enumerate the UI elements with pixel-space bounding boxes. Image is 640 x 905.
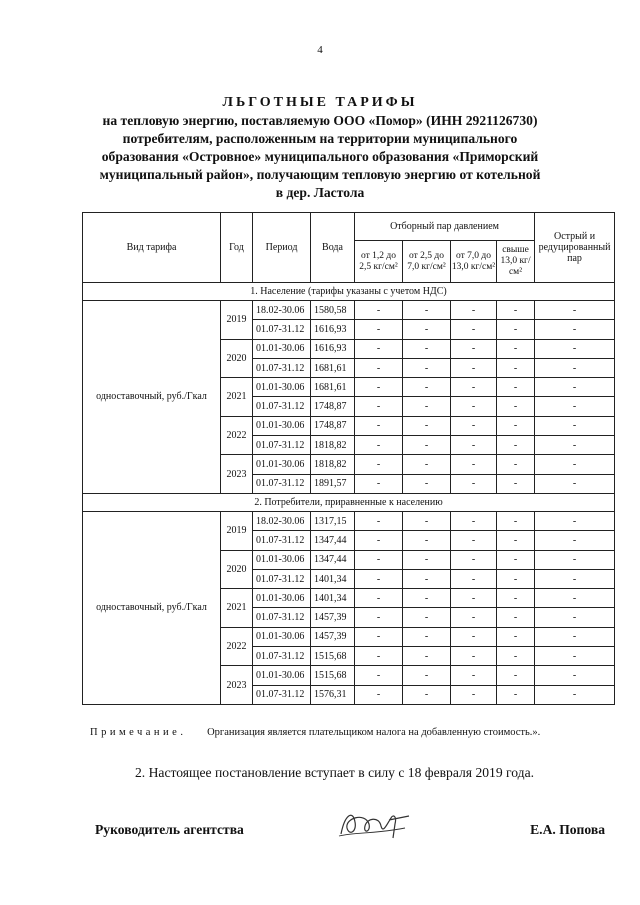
steam-cell: - xyxy=(497,320,535,339)
steam-cell: - xyxy=(403,320,451,339)
water-cell: 1748,87 xyxy=(311,397,355,416)
steam-cell: - xyxy=(355,589,403,608)
period-cell: 01.07-31.12 xyxy=(253,436,311,455)
year-cell: 2020 xyxy=(221,339,253,378)
steam-cell: - xyxy=(497,608,535,627)
header-steam-3: от 7,0 до 13,0 кг/см² xyxy=(451,241,497,283)
steam-cell: - xyxy=(403,474,451,493)
sharp-steam-cell: - xyxy=(535,474,615,493)
steam-cell: - xyxy=(497,455,535,474)
steam-cell: - xyxy=(355,378,403,397)
sharp-steam-cell: - xyxy=(535,627,615,646)
page-number: 4 xyxy=(317,44,323,56)
steam-cell: - xyxy=(497,550,535,569)
steam-cell: - xyxy=(403,685,451,704)
steam-cell: - xyxy=(451,339,497,358)
sharp-steam-cell: - xyxy=(535,589,615,608)
period-cell: 01.07-31.12 xyxy=(253,320,311,339)
header-steam-2: от 2,5 до 7,0 кг/см² xyxy=(403,241,451,283)
year-cell: 2022 xyxy=(221,627,253,666)
note xyxy=(90,727,630,738)
tariff-table xyxy=(82,212,615,705)
period-cell: 01.01-30.06 xyxy=(253,339,311,358)
water-cell: 1748,87 xyxy=(311,416,355,435)
period-cell: 01.01-30.06 xyxy=(253,416,311,435)
steam-cell: - xyxy=(451,569,497,588)
steam-cell: - xyxy=(355,666,403,685)
sharp-steam-cell: - xyxy=(535,397,615,416)
water-cell: 1580,58 xyxy=(311,301,355,320)
steam-cell: - xyxy=(403,608,451,627)
sharp-steam-cell: - xyxy=(535,416,615,435)
title-line-5: в дер. Ластола xyxy=(275,185,365,200)
water-cell: 1576,31 xyxy=(311,685,355,704)
year-cell: 2022 xyxy=(221,416,253,455)
tariff-body xyxy=(83,283,615,705)
title-line-3: образования «Островное» муниципального образования «Приморский xyxy=(101,149,539,164)
sharp-steam-cell: - xyxy=(535,339,615,358)
sharp-steam-cell: - xyxy=(535,647,615,666)
water-cell: 1347,44 xyxy=(311,531,355,550)
sharp-steam-cell: - xyxy=(535,320,615,339)
sharp-steam-cell: - xyxy=(535,358,615,377)
sharp-steam-cell: - xyxy=(535,436,615,455)
steam-cell: - xyxy=(451,474,497,493)
header-year: Год xyxy=(221,213,253,283)
water-cell: 1818,82 xyxy=(311,455,355,474)
steam-cell: - xyxy=(497,301,535,320)
steam-cell: - xyxy=(403,397,451,416)
steam-cell: - xyxy=(451,627,497,646)
sharp-steam-cell: - xyxy=(535,301,615,320)
steam-cell: - xyxy=(355,358,403,377)
steam-cell: - xyxy=(403,647,451,666)
water-cell: 1515,68 xyxy=(311,666,355,685)
year-cell: 2019 xyxy=(221,301,253,340)
steam-cell: - xyxy=(497,589,535,608)
steam-cell: - xyxy=(497,397,535,416)
section-title: 1. Население (тарифы указаны с учетом НДС) xyxy=(83,283,615,301)
water-cell: 1347,44 xyxy=(311,550,355,569)
water-cell: 1401,34 xyxy=(311,569,355,588)
steam-cell: - xyxy=(355,531,403,550)
header-period: Период xyxy=(253,213,311,283)
header-water: Вода xyxy=(311,213,355,283)
period-cell: 01.07-31.12 xyxy=(253,358,311,377)
water-cell: 1457,39 xyxy=(311,627,355,646)
steam-cell: - xyxy=(497,436,535,455)
steam-cell: - xyxy=(451,358,497,377)
steam-cell: - xyxy=(403,436,451,455)
note-text: Организация является плательщиком налога на добавленную стоимость.». xyxy=(207,727,541,738)
steam-cell: - xyxy=(355,550,403,569)
steam-cell: - xyxy=(497,666,535,685)
sharp-steam-cell: - xyxy=(535,531,615,550)
steam-cell: - xyxy=(355,647,403,666)
signature-block xyxy=(95,818,605,848)
period-cell: 01.01-30.06 xyxy=(253,627,311,646)
year-cell: 2019 xyxy=(221,511,253,550)
steam-cell: - xyxy=(451,550,497,569)
steam-cell: - xyxy=(403,339,451,358)
steam-cell: - xyxy=(497,358,535,377)
steam-cell: - xyxy=(451,666,497,685)
period-cell: 01.07-31.12 xyxy=(253,608,311,627)
section-title: 2. Потребители, приравненные к населению xyxy=(83,493,615,511)
steam-cell: - xyxy=(497,511,535,530)
steam-cell: - xyxy=(451,608,497,627)
steam-cell: - xyxy=(355,685,403,704)
water-cell: 1681,61 xyxy=(311,378,355,397)
steam-cell: - xyxy=(497,531,535,550)
water-cell: 1401,34 xyxy=(311,589,355,608)
period-cell: 01.01-30.06 xyxy=(253,455,311,474)
year-cell: 2020 xyxy=(221,550,253,589)
steam-cell: - xyxy=(497,378,535,397)
sharp-steam-cell: - xyxy=(535,569,615,588)
period-cell: 01.01-30.06 xyxy=(253,550,311,569)
steam-cell: - xyxy=(355,320,403,339)
signer-title: Руководитель агентства xyxy=(95,822,244,837)
period-cell: 01.07-31.12 xyxy=(253,531,311,550)
year-cell: 2021 xyxy=(221,378,253,417)
steam-cell: - xyxy=(403,531,451,550)
period-cell: 18.02-30.06 xyxy=(253,301,311,320)
water-cell: 1818,82 xyxy=(311,436,355,455)
steam-cell: - xyxy=(403,550,451,569)
sharp-steam-cell: - xyxy=(535,608,615,627)
sharp-steam-cell: - xyxy=(535,685,615,704)
steam-cell: - xyxy=(451,436,497,455)
handwritten-signature xyxy=(335,804,415,844)
period-cell: 01.01-30.06 xyxy=(253,589,311,608)
decree-text: 2. Настоящее постановление вступает в силу с 18 февраля 2019 года. xyxy=(135,765,535,780)
period-cell: 01.07-31.12 xyxy=(253,569,311,588)
steam-cell: - xyxy=(355,608,403,627)
title-line-2: потребителям, расположенным на территории муниципального xyxy=(122,131,518,146)
document-title xyxy=(60,94,580,202)
table-row xyxy=(83,511,615,530)
period-cell: 18.02-30.06 xyxy=(253,511,311,530)
title-main: ЛЬГОТНЫЕ ТАРИФЫ xyxy=(222,95,418,110)
header-sharp-steam: Острый и редуцированный пар xyxy=(535,213,615,283)
steam-cell: - xyxy=(403,416,451,435)
header-steam-group: Отборный пар давлением xyxy=(355,213,535,241)
sharp-steam-cell: - xyxy=(535,378,615,397)
water-cell: 1891,57 xyxy=(311,474,355,493)
year-cell: 2021 xyxy=(221,589,253,628)
steam-cell: - xyxy=(403,666,451,685)
steam-cell: - xyxy=(497,627,535,646)
steam-cell: - xyxy=(451,301,497,320)
steam-cell: - xyxy=(451,320,497,339)
note-label: Примечание. xyxy=(90,727,187,738)
title-line-1: на тепловую энергию, поставляемую ООО «Помор» (ИНН 2921126730) xyxy=(102,113,538,128)
period-cell: 01.01-30.06 xyxy=(253,666,311,685)
steam-cell: - xyxy=(451,511,497,530)
tariff-type-cell: одноставочный, руб./Гкал xyxy=(83,511,221,704)
steam-cell: - xyxy=(497,647,535,666)
steam-cell: - xyxy=(355,511,403,530)
sharp-steam-cell: - xyxy=(535,666,615,685)
header-steam-1: от 1,2 до 2,5 кг/см² xyxy=(355,241,403,283)
steam-cell: - xyxy=(403,569,451,588)
water-cell: 1681,61 xyxy=(311,358,355,377)
title-line-4: муниципальный район», получающим тепловую энергию от котельной xyxy=(99,167,541,182)
period-cell: 01.01-30.06 xyxy=(253,378,311,397)
steam-cell: - xyxy=(355,416,403,435)
steam-cell: - xyxy=(403,627,451,646)
steam-cell: - xyxy=(355,569,403,588)
period-cell: 01.07-31.12 xyxy=(253,397,311,416)
tariff-type-cell: одноставочный, руб./Гкал xyxy=(83,301,221,494)
sharp-steam-cell: - xyxy=(535,511,615,530)
steam-cell: - xyxy=(403,358,451,377)
steam-cell: - xyxy=(403,378,451,397)
steam-cell: - xyxy=(451,416,497,435)
signer-name: Е.А. Попова xyxy=(530,822,605,837)
period-cell: 01.07-31.12 xyxy=(253,474,311,493)
header-tariff-type: Вид тарифа xyxy=(83,213,221,283)
steam-cell: - xyxy=(497,339,535,358)
steam-cell: - xyxy=(497,474,535,493)
year-cell: 2023 xyxy=(221,666,253,705)
steam-cell: - xyxy=(355,301,403,320)
steam-cell: - xyxy=(451,589,497,608)
steam-cell: - xyxy=(355,397,403,416)
steam-cell: - xyxy=(497,569,535,588)
period-cell: 01.07-31.12 xyxy=(253,647,311,666)
steam-cell: - xyxy=(403,589,451,608)
water-cell: 1616,93 xyxy=(311,320,355,339)
steam-cell: - xyxy=(355,474,403,493)
water-cell: 1616,93 xyxy=(311,339,355,358)
steam-cell: - xyxy=(451,455,497,474)
steam-cell: - xyxy=(451,397,497,416)
steam-cell: - xyxy=(497,416,535,435)
steam-cell: - xyxy=(355,627,403,646)
water-cell: 1515,68 xyxy=(311,647,355,666)
steam-cell: - xyxy=(403,455,451,474)
steam-cell: - xyxy=(451,378,497,397)
steam-cell: - xyxy=(497,685,535,704)
year-cell: 2023 xyxy=(221,455,253,494)
header-steam-4: свыше 13,0 кг/см² xyxy=(497,241,535,283)
period-cell: 01.07-31.12 xyxy=(253,685,311,704)
steam-cell: - xyxy=(403,301,451,320)
steam-cell: - xyxy=(355,455,403,474)
table-row xyxy=(83,301,615,320)
steam-cell: - xyxy=(355,339,403,358)
steam-cell: - xyxy=(451,685,497,704)
water-cell: 1317,15 xyxy=(311,511,355,530)
sharp-steam-cell: - xyxy=(535,455,615,474)
steam-cell: - xyxy=(451,647,497,666)
steam-cell: - xyxy=(403,511,451,530)
steam-cell: - xyxy=(355,436,403,455)
water-cell: 1457,39 xyxy=(311,608,355,627)
sharp-steam-cell: - xyxy=(535,550,615,569)
steam-cell: - xyxy=(451,531,497,550)
